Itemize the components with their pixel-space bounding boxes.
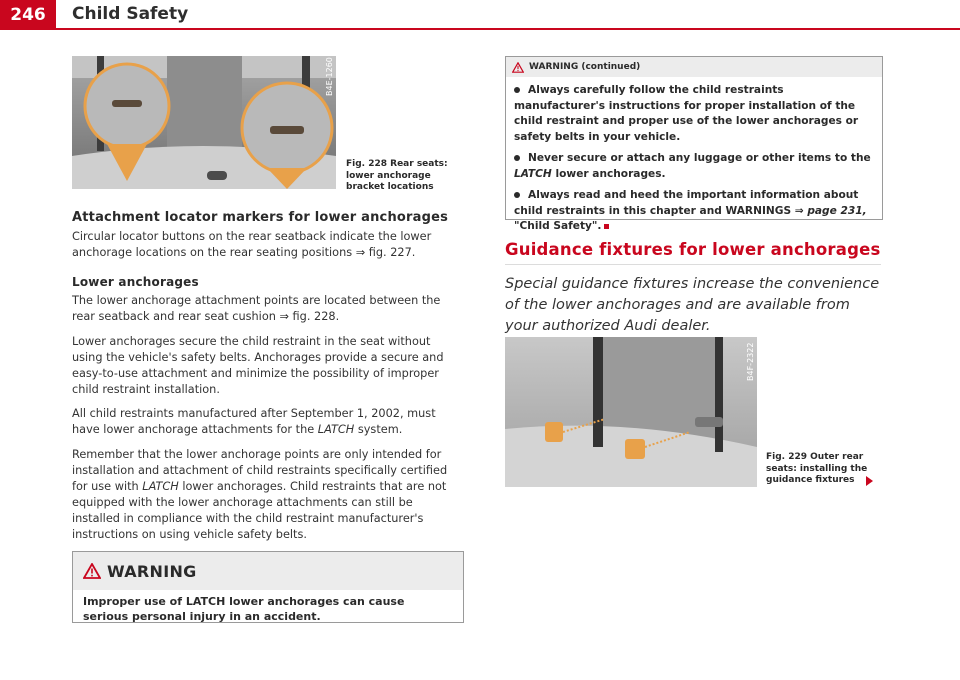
warning-triangle-icon [83, 563, 101, 579]
warning-triangle-icon [512, 62, 524, 73]
paragraph-remember: Remember that the lower anchorage points are only intended for installation and attachment of child restraints specifically certified for use with LATCH lower anchorages. Child restraints that are not equipped with the lower anchorage attachments can still be installed in compliance with the child restraint manufacturer's instructions on using vehicle safety belts. [72, 448, 448, 541]
page-number: 246 [0, 0, 56, 30]
bullet-dot [514, 192, 520, 198]
guidance-fixture-illustration [505, 337, 757, 487]
warning-bullet-follow-instructions: Always carefully follow the child restraints manufacturer's instructions for proper installation of the child restraint and proper use of the lower anchorages or safety belts in your vehicle. [514, 84, 859, 143]
section-intro: Special guidance fixtures increase the convenience of the lower anchorages and are available from your authorized Audi dealer. [505, 276, 880, 334]
paragraph-locator: Circular locator buttons on the rear seatback indicate the lower anchorage locations on the rear seating positions ⇒ fig. 227. [72, 230, 432, 259]
warning-continued-title: WARNING (continued) [529, 62, 641, 72]
figure-229-image [505, 337, 757, 487]
page-reference-link[interactable]: page 231, [807, 204, 867, 217]
warning-continued-box [505, 56, 883, 232]
figure-229-code: B4F-2322 [746, 342, 755, 381]
warning-text: Improper use of LATCH lower anchorages can cause serious personal injury in an accident. [83, 595, 405, 623]
warning-continued-header [506, 57, 882, 77]
figure-228-code: B4E-1260 [325, 57, 334, 96]
paragraph-secure-restraint: Lower anchorages secure the child restraint in the seat without using the vehicle's safety belts. Anchorages provide a secure and easy-to-use attachment and minimize the possibility of improper child restraint installation. [72, 335, 444, 396]
rear-seat-illustration [72, 56, 336, 189]
warning-bullet-no-luggage: Never secure or attach any luggage or other items to the LATCH lower anchorages. [514, 152, 871, 180]
figure-229-caption: Fig. 229 Outer rear seats: installing the guidance fixtures [766, 452, 868, 485]
section-heading-locator-markers: Attachment locator markers for lower anchorages [72, 210, 449, 225]
warning-title: WARNING [107, 561, 197, 581]
bullet-dot [514, 87, 520, 93]
figure-228-image [72, 56, 336, 189]
header-rule [56, 28, 960, 30]
continued-arrow-icon [866, 476, 873, 486]
paragraph-manufactured-after: All child restraints manufactured after September 1, 2002, must have lower anchorage attachments for the LATCH system. [72, 407, 436, 436]
warning-bullet-read-heed: Always read and heed the important information about child restraints in this chapter and WARNINGS ⇒ page 231, "Child Safety". [514, 189, 867, 232]
bullet-dot [514, 155, 520, 161]
paragraph-anchorage-points: The lower anchorage attachment points are located between the rear seatback and rear seat cushion ⇒ fig. 228. [72, 294, 441, 323]
page-title: Child Safety [72, 4, 189, 24]
warning-header [73, 552, 463, 590]
section-end-marker [604, 224, 609, 229]
section-heading-lower-anchorages: Lower anchorages [72, 275, 199, 289]
section-heading-guidance-fixtures: Guidance fixtures for lower anchorages [505, 240, 881, 259]
section-heading-rule [505, 264, 881, 265]
figure-228-caption: Fig. 228 Rear seats: lower anchorage bracket locations [346, 159, 448, 192]
warning-box [72, 551, 464, 623]
